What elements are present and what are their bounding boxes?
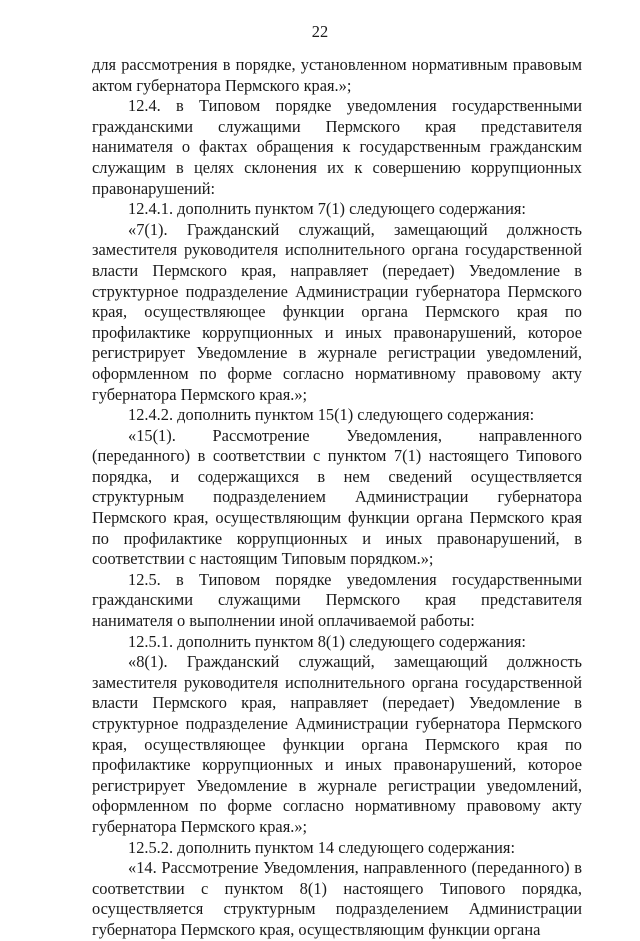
paragraph-12-4: 12.4. в Типовом порядке уведомления государственными гражданскими служащими Пермского края представителя нанимателя о фактах обращения к государственным гражданским служащим в целях склонения их к совершению коррупционных правонарушений: xyxy=(92,96,582,198)
paragraph-12-4-2: 12.4.2. дополнить пунктом 15(1) следующего содержания: xyxy=(128,405,535,425)
paragraph-12-5: 12.5. в Типовом порядке уведомления государственными гражданскими служащими Пермского края представителя нанимателя о выполнении иной оплачиваемой работы: xyxy=(92,569,582,631)
paragraph-12-5-1: 12.5.1. дополнить пунктом 8(1) следующего содержания: xyxy=(128,631,526,651)
paragraph-clause-7-1: «7(1). Гражданский служащий, замещающий должность заместителя руководителя исполнительного органа государственной власти Пермского края, направляет (передает) Уведомление в структурное подразделение Администрации губернатора Пермского края, осуществляющее функции органа Пермского края по профилактике коррупционных и иных правонарушений, которое регистрирует Уведомление в журнале регистрации уведомлений, оформленном по форме согласно нормативному правовому акту губернатора Пермского края.»; xyxy=(92,219,582,404)
paragraph-clause-14: «14. Рассмотрение Уведомления, направленного (переданного) в соответствии с пунктом 8(1) настоящего Типового порядка, осуществляется структурным подразделением Администрации губернатора Пермского края, осуществляющим функции органа xyxy=(92,858,582,939)
paragraph-12-5-2: 12.5.2. дополнить пунктом 14 следующего содержания: xyxy=(128,837,516,857)
document-body xyxy=(92,55,582,941)
paragraph-12-4-1: 12.4.1. дополнить пунктом 7(1) следующего содержания: xyxy=(128,199,526,219)
page-number: 22 xyxy=(311,22,329,41)
paragraph-clause-15-1: «15(1). Рассмотрение Уведомления, направленного (переданного) в соответствии с пунктом 7(1) настоящего Типового порядка, и содержащихся в нем сведений осуществляется структурным подразделением Администрации губернатора Пермского края, осуществляющим функции органа Пермского края по профилактике коррупционных и иных правонарушений, в соответствии с настоящим Типовым порядком.»; xyxy=(92,425,582,569)
paragraph-continuation: для рассмотрения в порядке, установленном нормативным правовым актом губернатора Пермского края.»; xyxy=(92,55,582,95)
paragraph-clause-8-1: «8(1). Гражданский служащий, замещающий должность заместителя руководителя исполнительного органа государственной власти Пермского края, направляет (передает) Уведомление в структурное подразделение Администрации губернатора Пермского края, осуществляющее функции органа Пермского края по профилактике коррупционных и иных правонарушений, которое регистрирует Уведомление в журнале регистрации уведомлений, оформленном по форме согласно нормативному правовому акту губернатора Пермского края.»; xyxy=(92,652,582,836)
